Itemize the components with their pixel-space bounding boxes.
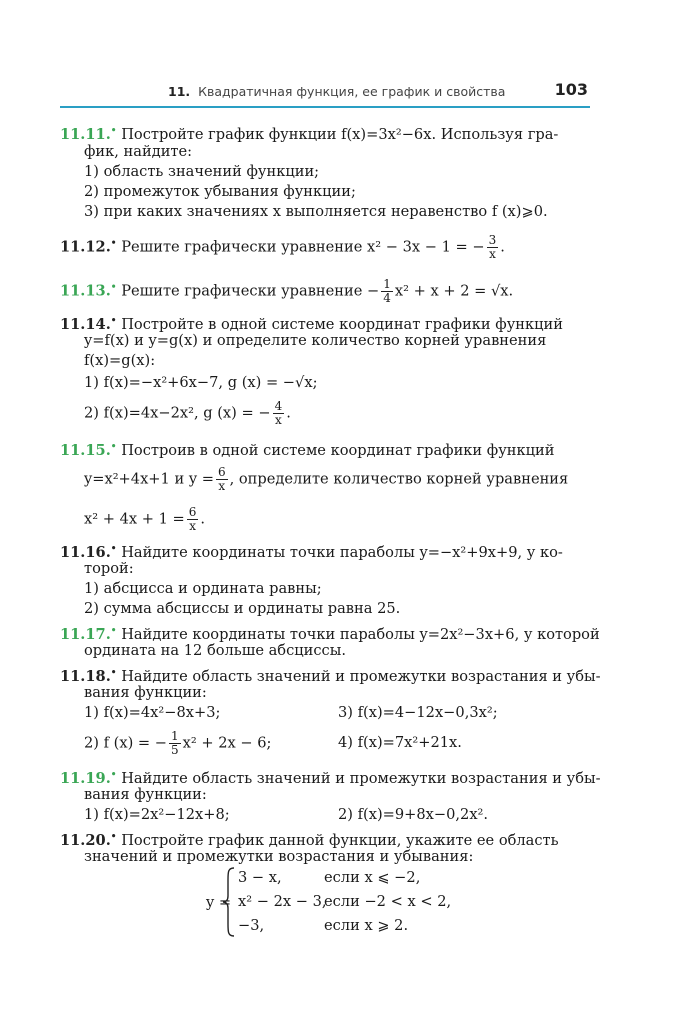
brace-icon bbox=[222, 866, 236, 938]
problem-11-12: 11.12.• Решите графически уравнение x² − 3x − 1 = − $\frac{3}{x}$ . bbox=[60, 233, 505, 261]
problem-11-13: 11.13.• Решите графически уравнение − $\frac{1}{4}$ x² + x + 2 = √x. bbox=[60, 277, 514, 305]
case-row: 3 − x, если x ⩽ −2, bbox=[238, 869, 421, 886]
chapter-title: 11. Квадратичная функция, ее график и свойства bbox=[168, 84, 506, 99]
problem-text: торой: bbox=[84, 560, 134, 577]
problem-11-18: 11.18.• Найдите область значений и промежутки возрастания и убы- bbox=[60, 667, 601, 685]
list-item: 2) f(x)=9+8x−0,2x². bbox=[338, 806, 489, 823]
page-header bbox=[60, 80, 590, 108]
list-item: 2) f (x) = − $\frac{1}{5}$ x² + 2x − 6; bbox=[84, 729, 272, 757]
problem-text: вания функции: bbox=[84, 684, 207, 701]
problem-text: фик, найдите: bbox=[84, 143, 193, 160]
list-item: 2) промежуток убывания функции; bbox=[84, 183, 356, 200]
problem-11-17: 11.17.• Найдите координаты точки параболы y=2x²−3x+6, у которой bbox=[60, 625, 600, 643]
list-item: 3) при каких значениях x выполняется неравенство f (x)⩾0. bbox=[84, 203, 548, 220]
list-item: 2) сумма абсциссы и ординаты равна 25. bbox=[84, 600, 401, 617]
problem-text: значений и промежутки возрастания и убывания: bbox=[84, 848, 474, 865]
problem-text: ордината на 12 больше абсциссы. bbox=[84, 642, 346, 659]
piecewise-cases bbox=[238, 866, 452, 938]
problem-text: f(x)=g(x): bbox=[84, 352, 156, 369]
list-item: 3) f(x)=4−12x−0,3x²; bbox=[338, 704, 498, 721]
problem-text: y=f(x) и y=g(x) и определите количество корней уравнения bbox=[84, 332, 547, 349]
problem-11-15: 11.15.• Построив в одной системе координат графики функций bbox=[60, 441, 555, 459]
list-item: 1) область значений функции; bbox=[84, 163, 320, 180]
problem-text: вания функции: bbox=[84, 786, 207, 803]
list-item: 1) f(x)=−x²+6x−7, g (x) = −√x; bbox=[84, 374, 318, 391]
problem-text: x² + 4x + 1 = $\frac{6}{x}$ . bbox=[84, 505, 206, 533]
page-number: 103 bbox=[554, 80, 588, 99]
list-item: 4) f(x)=7x²+21x. bbox=[338, 734, 462, 751]
problem-11-19: 11.19.• Найдите область значений и промежутки возрастания и убы- bbox=[60, 769, 601, 787]
list-item: 1) абсцисса и ордината равны; bbox=[84, 580, 322, 597]
list-item: 1) f(x)=2x²−12x+8; bbox=[84, 806, 230, 823]
problem-11-20: 11.20.• Постройте график данной функции, укажите ее область bbox=[60, 831, 559, 849]
list-item: 2) f(x)=4x−2x², g (x) = − $\frac{4}{x}$ . bbox=[84, 399, 291, 427]
list-item: 1) f(x)=4x²−8x+3; bbox=[84, 704, 221, 721]
problem-11-14: 11.14.• Постройте в одной системе координат графики функций bbox=[60, 315, 563, 333]
piecewise-lhs: y = bbox=[206, 894, 232, 911]
problem-11-16: 11.16.• Найдите координаты точки параболы y=−x²+9x+9, у ко- bbox=[60, 543, 563, 561]
problem-11-11: 11.11.• Постройте график функции f(x)=3x²−6x. Используя гра- bbox=[60, 125, 559, 143]
problem-text: y=x²+4x+1 и y = $\frac{6}{x}$ , определите количество корней уравнения bbox=[84, 465, 569, 493]
case-row: x² − 2x − 3, если −2 < x < 2, bbox=[238, 893, 452, 910]
case-row: −3, если x ⩾ 2. bbox=[238, 917, 409, 934]
